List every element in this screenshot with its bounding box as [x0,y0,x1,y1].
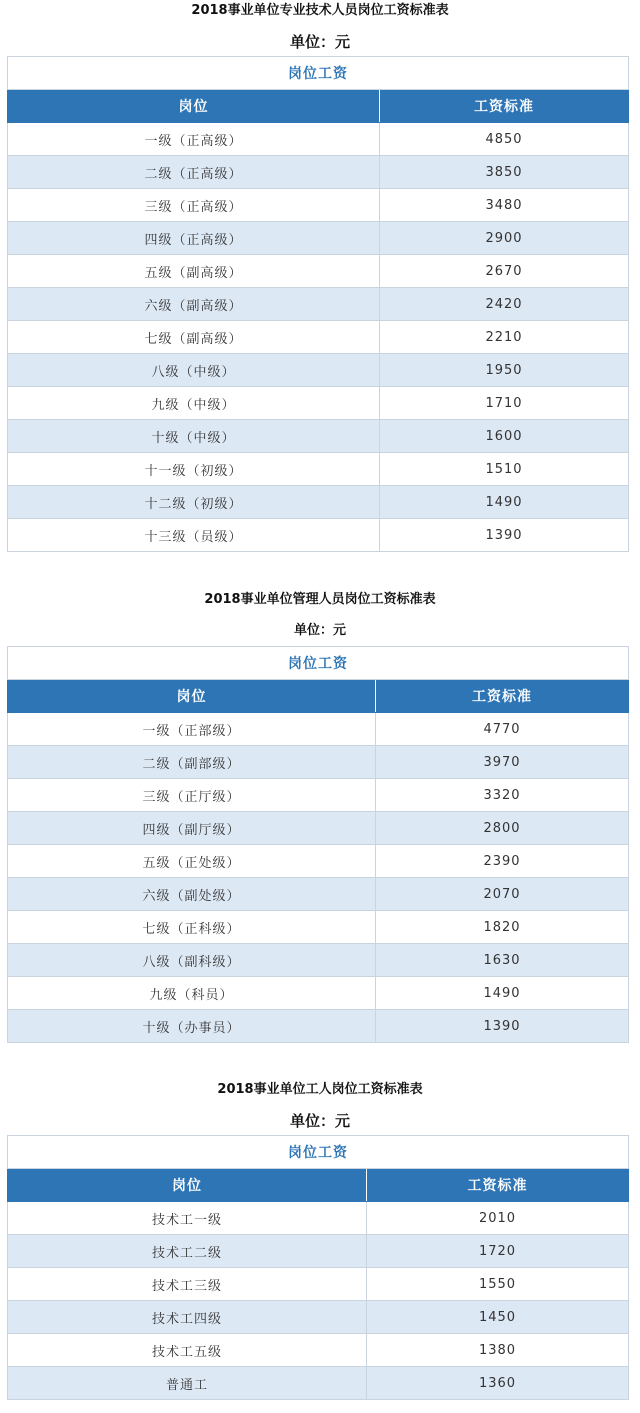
table-header-row [8,680,629,713]
table-row [8,1334,629,1367]
table-caption-row [8,647,629,680]
salary-table-professional [7,56,629,552]
position-cell: 七级（副高级） [8,321,380,354]
position-cell: 九级（科员） [8,977,376,1010]
table-row [8,387,629,420]
table-row [8,1268,629,1301]
position-cell: 十级（办事员） [8,1010,376,1043]
position-cell: 技术工五级 [8,1334,367,1367]
salary-cell: 1510 [380,453,629,486]
position-cell: 九级（中级） [8,387,380,420]
table-row [8,878,629,911]
position-cell: 八级（副科级） [8,944,376,977]
unit-label: 单位：元 [289,1112,350,1130]
salary-cell: 2010 [367,1202,629,1235]
salary-cell: 1390 [376,1010,629,1043]
position-cell: 一级（正高级） [8,123,380,156]
salary-cell: 1630 [376,944,629,977]
position-cell: 五级（正处级） [8,845,376,878]
column-header-position: 岗位 [8,680,376,713]
salary-cell: 1710 [380,387,629,420]
position-cell: 技术工四级 [8,1301,367,1334]
table-row [8,911,629,944]
table-title: 2018事业单位专业技术人员岗位工资标准表 [191,3,449,18]
salary-cell: 2420 [380,288,629,321]
table-caption: 岗位工资 [8,647,629,680]
salary-table-worker [7,1135,629,1400]
position-cell: 十级（中级） [8,420,380,453]
unit-label: 单位：元 [289,33,350,51]
salary-cell: 1450 [367,1301,629,1334]
salary-cell: 3320 [376,779,629,812]
salary-cell: 1490 [380,486,629,519]
position-cell: 四级（副厅级） [8,812,376,845]
table-row [8,812,629,845]
salary-cell: 4850 [380,123,629,156]
salary-cell: 2390 [376,845,629,878]
salary-cell: 1820 [376,911,629,944]
table-title: 2018事业单位管理人员岗位工资标准表 [204,592,436,607]
position-cell: 十三级（员级） [8,519,380,552]
table-row [8,123,629,156]
table-row [8,977,629,1010]
salary-cell: 1950 [380,354,629,387]
table-caption: 岗位工资 [8,1136,629,1169]
salary-cell: 3970 [376,746,629,779]
table-row [8,845,629,878]
salary-cell: 2670 [380,255,629,288]
column-header-salary: 工资标准 [367,1169,629,1202]
table-caption-row [8,1136,629,1169]
unit-label: 单位：元 [293,623,346,638]
salary-cell: 3850 [380,156,629,189]
table-row [8,746,629,779]
position-cell: 二级（副部级） [8,746,376,779]
salary-cell: 2070 [376,878,629,911]
table-row [8,156,629,189]
table-header-row [8,90,629,123]
salary-cell: 2210 [380,321,629,354]
column-header-salary: 工资标准 [380,90,629,123]
table-row [8,1202,629,1235]
table-row [8,486,629,519]
position-cell: 技术工一级 [8,1202,367,1235]
table-row [8,222,629,255]
salary-cell: 1390 [380,519,629,552]
section-management [0,589,640,1036]
section-worker [0,1079,640,1393]
position-cell: 普通工 [8,1367,367,1400]
section-professional [0,0,640,545]
position-cell: 三级（正厅级） [8,779,376,812]
position-cell: 五级（副高级） [8,255,380,288]
table-row [8,354,629,387]
table-row [8,713,629,746]
table-row [8,1301,629,1334]
table-row [8,321,629,354]
salary-cell: 1490 [376,977,629,1010]
position-cell: 六级（副高级） [8,288,380,321]
salary-cell: 1600 [380,420,629,453]
position-cell: 技术工二级 [8,1235,367,1268]
position-cell: 十一级（初级） [8,453,380,486]
position-cell: 一级（正部级） [8,713,376,746]
position-cell: 八级（中级） [8,354,380,387]
position-cell: 七级（正科级） [8,911,376,944]
position-cell: 十二级（初级） [8,486,380,519]
table-row [8,1235,629,1268]
table-row [8,1010,629,1043]
salary-cell: 1720 [367,1235,629,1268]
position-cell: 三级（正高级） [8,189,380,222]
table-row [8,779,629,812]
column-header-position: 岗位 [8,90,380,123]
salary-cell: 1550 [367,1268,629,1301]
column-header-salary: 工资标准 [376,680,629,713]
position-cell: 六级（副处级） [8,878,376,911]
position-cell: 技术工三级 [8,1268,367,1301]
table-row [8,1367,629,1400]
table-row [8,420,629,453]
table-title: 2018事业单位工人岗位工资标准表 [217,1082,423,1097]
table-caption-row [8,57,629,90]
table-row [8,288,629,321]
table-row [8,944,629,977]
position-cell: 二级（正高级） [8,156,380,189]
salary-cell: 1360 [367,1367,629,1400]
salary-table-management [7,646,629,1043]
table-row [8,453,629,486]
table-row [8,519,629,552]
salary-cell: 1380 [367,1334,629,1367]
salary-cell: 3480 [380,189,629,222]
salary-cell: 2900 [380,222,629,255]
salary-cell: 4770 [376,713,629,746]
table-row [8,189,629,222]
table-caption: 岗位工资 [8,57,629,90]
column-header-position: 岗位 [8,1169,367,1202]
position-cell: 四级（正高级） [8,222,380,255]
table-header-row [8,1169,629,1202]
salary-cell: 2800 [376,812,629,845]
table-row [8,255,629,288]
